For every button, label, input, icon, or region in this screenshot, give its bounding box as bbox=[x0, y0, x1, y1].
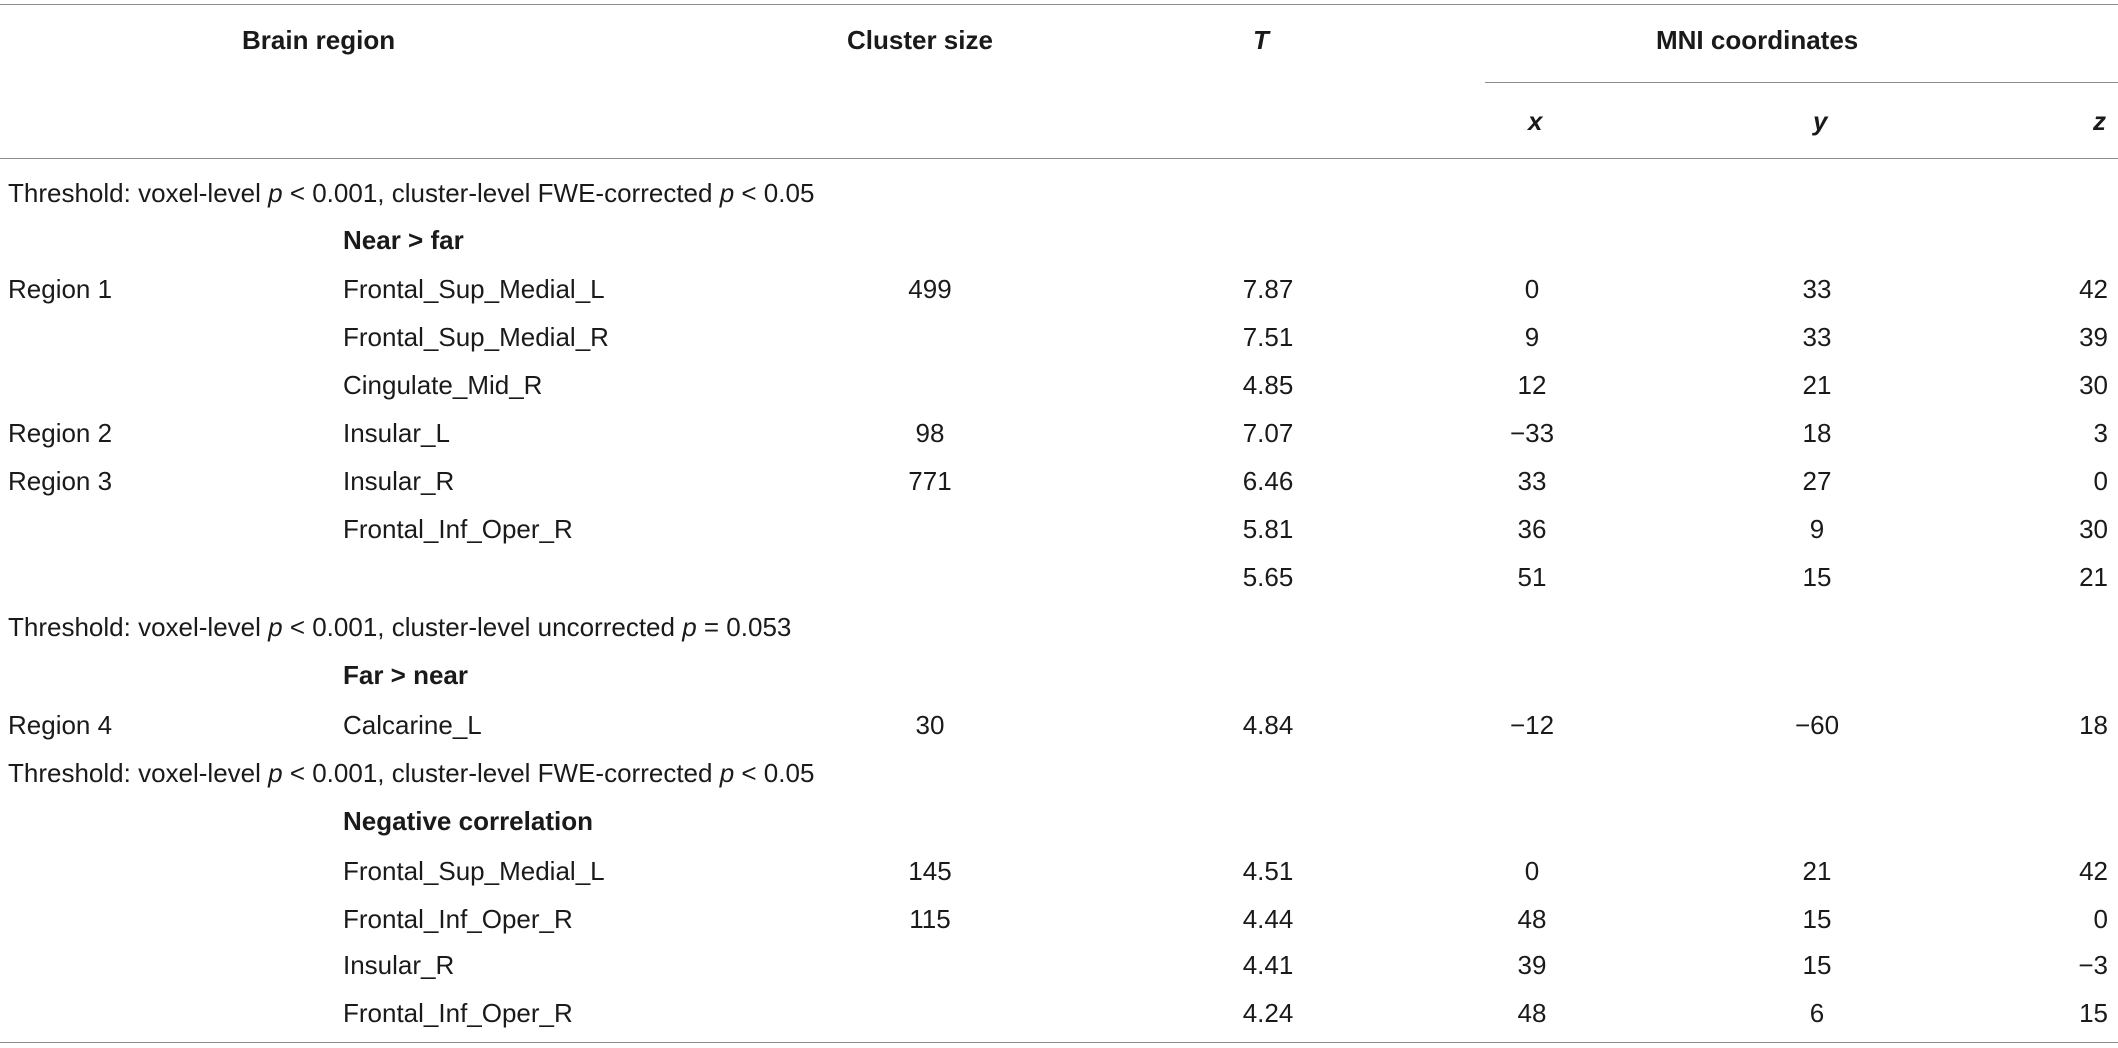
header-z bbox=[2093, 106, 2106, 137]
contrast-label: Near > far bbox=[343, 225, 464, 255]
table-row bbox=[0, 562, 2118, 610]
threshold-note bbox=[8, 758, 814, 789]
t-value-cell: 5.81 bbox=[1242, 514, 1294, 544]
table-row bbox=[0, 710, 2118, 758]
threshold-text: < 0.001, cluster-level FWE-corrected bbox=[282, 758, 720, 788]
cluster-size-cell: 771 bbox=[908, 466, 952, 496]
cluster-size-cell: 145 bbox=[908, 856, 952, 886]
x-coord-cell: 51 bbox=[1517, 562, 1547, 592]
z-coord-cell: 42 bbox=[2079, 856, 2108, 886]
x-coord-cell: 9 bbox=[1524, 322, 1540, 352]
y-coord-cell: 27 bbox=[1802, 466, 1832, 496]
brain-area-cell: Insular_L bbox=[343, 418, 450, 448]
cluster-size-cell: 115 bbox=[909, 904, 951, 934]
table-row bbox=[0, 950, 2118, 998]
x-coord-cell: 48 bbox=[1517, 998, 1547, 1028]
y-coord-cell: −60 bbox=[1794, 710, 1840, 740]
threshold-note bbox=[8, 178, 814, 209]
brain-area-cell: Calcarine_L bbox=[343, 710, 482, 740]
t-value-cell: 7.87 bbox=[1242, 274, 1294, 304]
header-y bbox=[1813, 106, 1827, 137]
header-cluster-size: Cluster size bbox=[847, 25, 993, 55]
x-coord-cell: 33 bbox=[1517, 466, 1547, 496]
header-x-label: x bbox=[1528, 106, 1543, 136]
t-value-cell: 4.41 bbox=[1242, 950, 1294, 980]
bottom-rule bbox=[0, 1042, 2118, 1043]
header-z-label: z bbox=[2093, 106, 2106, 136]
t-value-cell: 7.07 bbox=[1242, 418, 1294, 448]
z-coord-cell: 42 bbox=[2079, 274, 2108, 304]
y-coord-cell: 21 bbox=[1802, 856, 1832, 886]
z-coord-cell: 3 bbox=[2093, 418, 2108, 448]
z-coord-cell: 21 bbox=[2079, 562, 2108, 592]
cluster-size-cell: 30 bbox=[915, 710, 945, 740]
t-value-cell: 4.44 bbox=[1242, 904, 1294, 934]
table-row bbox=[0, 418, 2118, 466]
region-cell: Region 1 bbox=[8, 274, 113, 304]
brain-area-cell: Frontal_Inf_Oper_R bbox=[343, 514, 573, 544]
table-row bbox=[0, 274, 2118, 322]
z-coord-cell: 18 bbox=[2079, 710, 2108, 740]
t-value-cell: 4.24 bbox=[1242, 998, 1294, 1028]
x-coord-cell: 12 bbox=[1517, 370, 1547, 400]
t-value-cell: 5.65 bbox=[1242, 562, 1294, 592]
x-coord-cell: 0 bbox=[1524, 856, 1540, 886]
threshold-text: Threshold: voxel-level bbox=[8, 758, 269, 788]
contrast-label: Negative correlation bbox=[343, 806, 593, 836]
threshold-text: < 0.001, cluster-level uncorrected bbox=[282, 612, 683, 642]
brain-area-cell: Frontal_Sup_Medial_L bbox=[343, 856, 605, 886]
y-coord-cell: 33 bbox=[1802, 274, 1832, 304]
cluster-size-cell: 499 bbox=[908, 274, 952, 304]
threshold-note bbox=[8, 612, 791, 643]
contrast-label: Far > near bbox=[343, 660, 469, 690]
x-coord-cell: 36 bbox=[1517, 514, 1547, 544]
table-row bbox=[0, 904, 2118, 952]
y-coord-cell: 6 bbox=[1809, 998, 1825, 1028]
y-coord-cell: 15 bbox=[1802, 950, 1832, 980]
header-brain-region: Brain region bbox=[242, 25, 396, 55]
table-row bbox=[0, 322, 2118, 370]
brain-area-cell: Insular_R bbox=[343, 466, 455, 496]
z-coord-cell: 0 bbox=[2093, 466, 2108, 496]
table-row bbox=[0, 466, 2118, 514]
x-coord-cell: −12 bbox=[1509, 710, 1555, 740]
mni-underline bbox=[1485, 82, 2118, 83]
brain-area-cell: Insular_R bbox=[343, 950, 455, 980]
t-value-cell: 4.51 bbox=[1242, 856, 1294, 886]
y-coord-cell: 21 bbox=[1802, 370, 1832, 400]
region-cell: Region 3 bbox=[8, 466, 113, 496]
table-row bbox=[0, 370, 2118, 418]
x-coord-cell: 39 bbox=[1517, 950, 1547, 980]
header-x bbox=[1528, 106, 1542, 137]
top-rule bbox=[0, 4, 2118, 5]
header-t bbox=[1253, 25, 1269, 56]
threshold-text: Threshold: voxel-level bbox=[8, 178, 269, 208]
y-coord-cell: 15 bbox=[1802, 562, 1832, 592]
z-coord-cell: 30 bbox=[2079, 370, 2108, 400]
p-symbol: p bbox=[268, 612, 283, 642]
t-value-cell: 4.84 bbox=[1242, 710, 1294, 740]
p-symbol: p bbox=[719, 758, 735, 788]
threshold-text: Threshold: voxel-level bbox=[8, 612, 269, 642]
table-row bbox=[0, 514, 2118, 562]
z-coord-cell: 39 bbox=[2079, 322, 2108, 352]
brain-area-cell: Frontal_Inf_Oper_R bbox=[343, 998, 573, 1028]
header-t-label: T bbox=[1253, 25, 1269, 55]
z-coord-cell: 0 bbox=[2093, 904, 2108, 934]
t-value-cell: 4.85 bbox=[1242, 370, 1294, 400]
brain-area-cell: Frontal_Sup_Medial_L bbox=[343, 274, 605, 304]
p-symbol: p bbox=[268, 758, 283, 788]
brain-area-cell: Frontal_Inf_Oper_R bbox=[343, 904, 573, 934]
x-coord-cell: 0 bbox=[1524, 274, 1540, 304]
y-coord-cell: 18 bbox=[1802, 418, 1832, 448]
y-coord-cell: 33 bbox=[1802, 322, 1832, 352]
y-coord-cell: 9 bbox=[1809, 514, 1825, 544]
x-coord-cell: 48 bbox=[1517, 904, 1547, 934]
z-coord-cell: 30 bbox=[2079, 514, 2108, 544]
x-coord-cell: −33 bbox=[1509, 418, 1555, 448]
y-coord-cell: 15 bbox=[1802, 904, 1832, 934]
threshold-text: < 0.001, cluster-level FWE-corrected bbox=[282, 178, 720, 208]
threshold-text: < 0.05 bbox=[734, 178, 815, 208]
p-symbol: p bbox=[682, 612, 697, 642]
t-value-cell: 7.51 bbox=[1242, 322, 1294, 352]
brain-area-cell: Cingulate_Mid_R bbox=[343, 370, 543, 400]
z-coord-cell: 15 bbox=[2079, 998, 2108, 1028]
p-symbol: p bbox=[268, 178, 283, 208]
threshold-text: < 0.05 bbox=[734, 758, 815, 788]
table-row bbox=[0, 856, 2118, 904]
header-rule bbox=[0, 158, 2118, 159]
z-coord-cell: −3 bbox=[2078, 950, 2108, 980]
region-cell: Region 4 bbox=[8, 710, 113, 740]
p-symbol: p bbox=[719, 178, 735, 208]
table-row bbox=[0, 998, 2118, 1046]
cluster-size-cell: 98 bbox=[915, 418, 945, 448]
region-cell: Region 2 bbox=[8, 418, 113, 448]
brain-area-cell: Frontal_Sup_Medial_R bbox=[343, 322, 609, 352]
header-y-label: y bbox=[1813, 106, 1828, 136]
t-value-cell: 6.46 bbox=[1242, 466, 1294, 496]
header-mni-coordinates: MNI coordinates bbox=[1656, 25, 1859, 55]
threshold-text: = 0.053 bbox=[696, 612, 792, 642]
